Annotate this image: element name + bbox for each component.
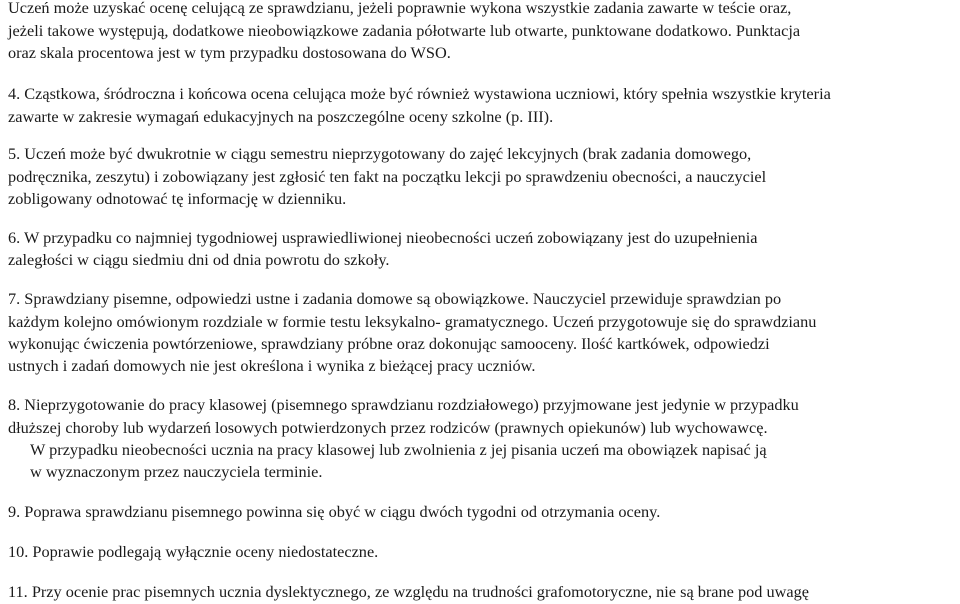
text-line: 10. Poprawie podlegają wyłącznie oceny niedostateczne. (8, 542, 379, 561)
text-line: Uczeń może uzyskać ocenę celującą ze sprawdzianu, jeżeli poprawnie wykona wszystkie zadania zawarte w teście oraz, (8, 0, 792, 17)
text-line: każdym kolejno omówionym rozdziale w formie testu leksykalno- gramatycznego. Uczeń przygotowuje się do sprawdzianu (8, 312, 817, 331)
text-line: wykonując ćwiczenia powtórzeniowe, sprawdziany próbne oraz dokonując samooceny. Ilość kartkówek, odpowiedzi (8, 334, 770, 353)
text-line: w wyznaczonym przez nauczyciela terminie. (30, 462, 323, 481)
text-line: 8. Nieprzygotowanie do pracy klasowej (pisemnego sprawdzianu rozdziałowego) przyjmowane jest jedynie w przypadku (8, 395, 799, 414)
text-line: 9. Poprawa sprawdzianu pisemnego powinna się obyć w ciągu dwóch tygodni od otrzymania oceny. (8, 502, 661, 521)
text-line: podręcznika, zeszytu) i zobowiązany jest zgłosić ten fakt na początku lekcji po sprawdzeniu obecności, a nauczyciel (8, 167, 767, 186)
text-line: 11. Przy ocenie prac pisemnych ucznia dyslektycznego, ze względu na trudności grafomotoryczne, nie są brane pod uwagę (8, 582, 809, 601)
text-line: zaległości w ciągu siedmiu dni od dnia powrotu do szkoły. (8, 250, 390, 269)
text-line: 5. Uczeń może być dwukrotnie w ciągu semestru nieprzygotowany do zajęć lekcyjnych (brak zadania domowego, (8, 144, 752, 163)
text-line: jeżeli takowe występują, dodatkowe nieobowiązkowe zadania półotwarte lub otwarte, punktowane dodatkowo. Punktacja (8, 21, 801, 40)
text-line: oraz skala procentowa jest w tym przypadku dostosowana do WSO. (8, 43, 451, 62)
text-line: zawarte w zakresie wymagań edukacyjnych na poszczególne oceny szkolne (p. III). (8, 107, 554, 126)
text-line: 7. Sprawdziany pisemne, odpowiedzi ustne i zadania domowe są obowiązkowe. Nauczyciel przewiduje sprawdzian po (8, 289, 782, 308)
text-line: zobligowany odnotować tę informację w dzienniku. (8, 189, 347, 208)
text-line: 4. Cząstkowa, śródroczna i końcowa ocena celująca może być również wystawiona uczniowi, który spełnia wszystkie kryteria (8, 84, 831, 103)
text-line: ustnych i zadań domowych nie jest określona i wynika z bieżącej pracy uczniów. (8, 356, 536, 375)
text-line: W przypadku nieobecności ucznia na pracy klasowej lub zwolnienia z jej pisania uczeń ma obowiązek napisać ją (30, 440, 767, 459)
text-line: dłuższej choroby lub wydarzeń losowych potwierdzonych przez rodziców (prawnych opiekunów) lub wychowawcę. (8, 418, 768, 437)
text-line: 6. W przypadku co najmniej tygodniowej usprawiedliwionej nieobecności uczeń zobowiązany jest do uzupełnienia (8, 228, 758, 247)
